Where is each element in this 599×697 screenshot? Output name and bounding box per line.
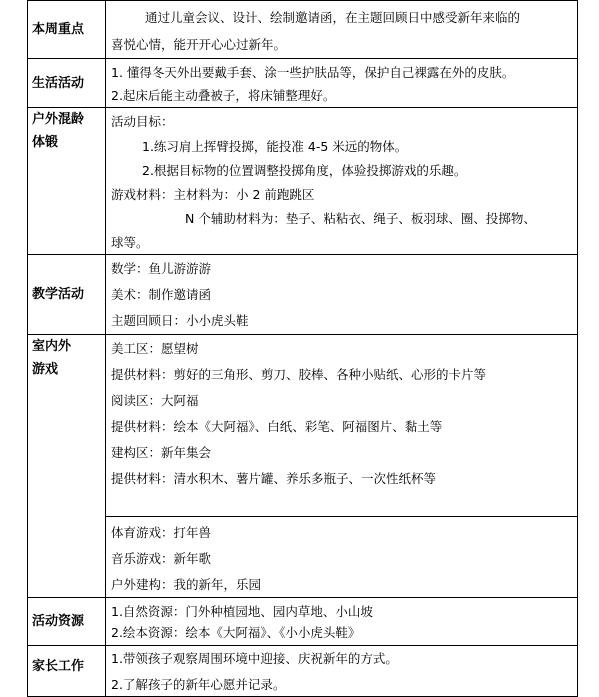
table-border-right	[577, 0, 578, 697]
indoor-line: 提供材料：清水积木、薯片罐、养乐多瓶子、一次性纸杯等	[111, 471, 437, 486]
row-label-text: 活动资源	[32, 614, 85, 629]
table-column-divider	[105, 0, 106, 697]
outdoor-line: 2.根据目标物的位置调整投掷角度，体验投掷游戏的乐趣。	[142, 163, 467, 178]
parents-line: 2.了解孩子的新年心愿并记录。	[111, 677, 286, 692]
row-label-text: 室内外	[32, 339, 72, 354]
outdoor-line: N 个辅助材料为：垫子、粘粘衣、绳子、板羽球、圈、投掷物、	[185, 211, 536, 226]
outdoor-line: 球等。	[111, 235, 149, 250]
outdoor-line: 游戏材料：主材料为：小 2 前跑跳区	[111, 187, 315, 202]
row-label-text: 本周重点	[32, 22, 85, 37]
row-label-life	[27, 59, 105, 107]
outdoor-line: 1.练习肩上挥臂投掷，能投准 4-5 米远的物体。	[142, 139, 408, 154]
focus-line: 通过儿童会议、设计、绘制邀请函，在主题回顾日中感受新年来临的	[145, 10, 521, 25]
row-label-text: 家长工作	[32, 658, 85, 674]
resources-line: 2.绘本资源：绘本《大阿福》、《小小虎头鞋》	[111, 625, 361, 640]
life-line: 1. 懂得冬天外出要戴手套、涂一些护肤品等，保护自己裸露在外的皮肤。	[111, 65, 515, 80]
indoor-line: 阅读区：大阿福	[111, 393, 199, 408]
life-line: 2.起床后能主动叠被子，将床铺整理好。	[111, 88, 336, 103]
indoor-line: 提供材料：绘本《大阿福》、白纸、彩笔、阿福图片、黏土等	[111, 419, 443, 434]
row-label-resources	[27, 598, 105, 645]
indoor-line: 美工区：愿望树	[111, 341, 199, 356]
teaching-line: 数学：鱼儿游游游	[111, 261, 212, 276]
indoor-line: 音乐游戏：新年歌	[111, 551, 212, 566]
row-label-focus	[27, 1, 105, 58]
teaching-line: 美术：制作邀请函	[111, 287, 212, 302]
row-divider	[27, 645, 578, 646]
parents-line: 1.带领孩子观察周围环境中迎接、庆祝新年的方式。	[111, 651, 398, 666]
row-label-text: 户外混龄	[32, 112, 85, 127]
row-divider	[27, 334, 578, 335]
indoor-line: 建构区：新年集会	[111, 445, 212, 460]
row-label-outdoor	[27, 108, 105, 254]
indoor-line: 户外建构：我的新年，乐园	[111, 577, 262, 592]
row-divider	[27, 107, 578, 108]
row-label-parents	[27, 646, 105, 686]
row-divider	[27, 597, 578, 598]
row-divider	[27, 254, 578, 255]
row-divider	[27, 0, 578, 1]
row-label-text: 体锻	[32, 135, 59, 150]
row-label-text: 生活活动	[32, 75, 85, 91]
outdoor-line: 活动目标：	[111, 114, 174, 129]
focus-line: 喜悦心情，能开开心心过新年。	[111, 37, 287, 52]
resources-line: 1.自然资源：门外种植园地、园内草地、小山坡	[111, 604, 373, 619]
teaching-line: 主题回顾日：小小虎头鞋	[111, 313, 249, 328]
row-subdivider	[105, 516, 578, 517]
row-label-teaching	[27, 255, 105, 334]
row-label-text: 游戏	[32, 362, 59, 377]
row-label-indoor	[27, 335, 105, 597]
row-label-text: 教学活动	[32, 287, 85, 302]
indoor-line: 提供材料：剪好的三角形、剪刀、胶棒、各种小贴纸、心形的卡片等	[111, 367, 487, 382]
indoor-line: 体育游戏：打年兽	[111, 525, 212, 540]
row-divider	[27, 58, 578, 59]
